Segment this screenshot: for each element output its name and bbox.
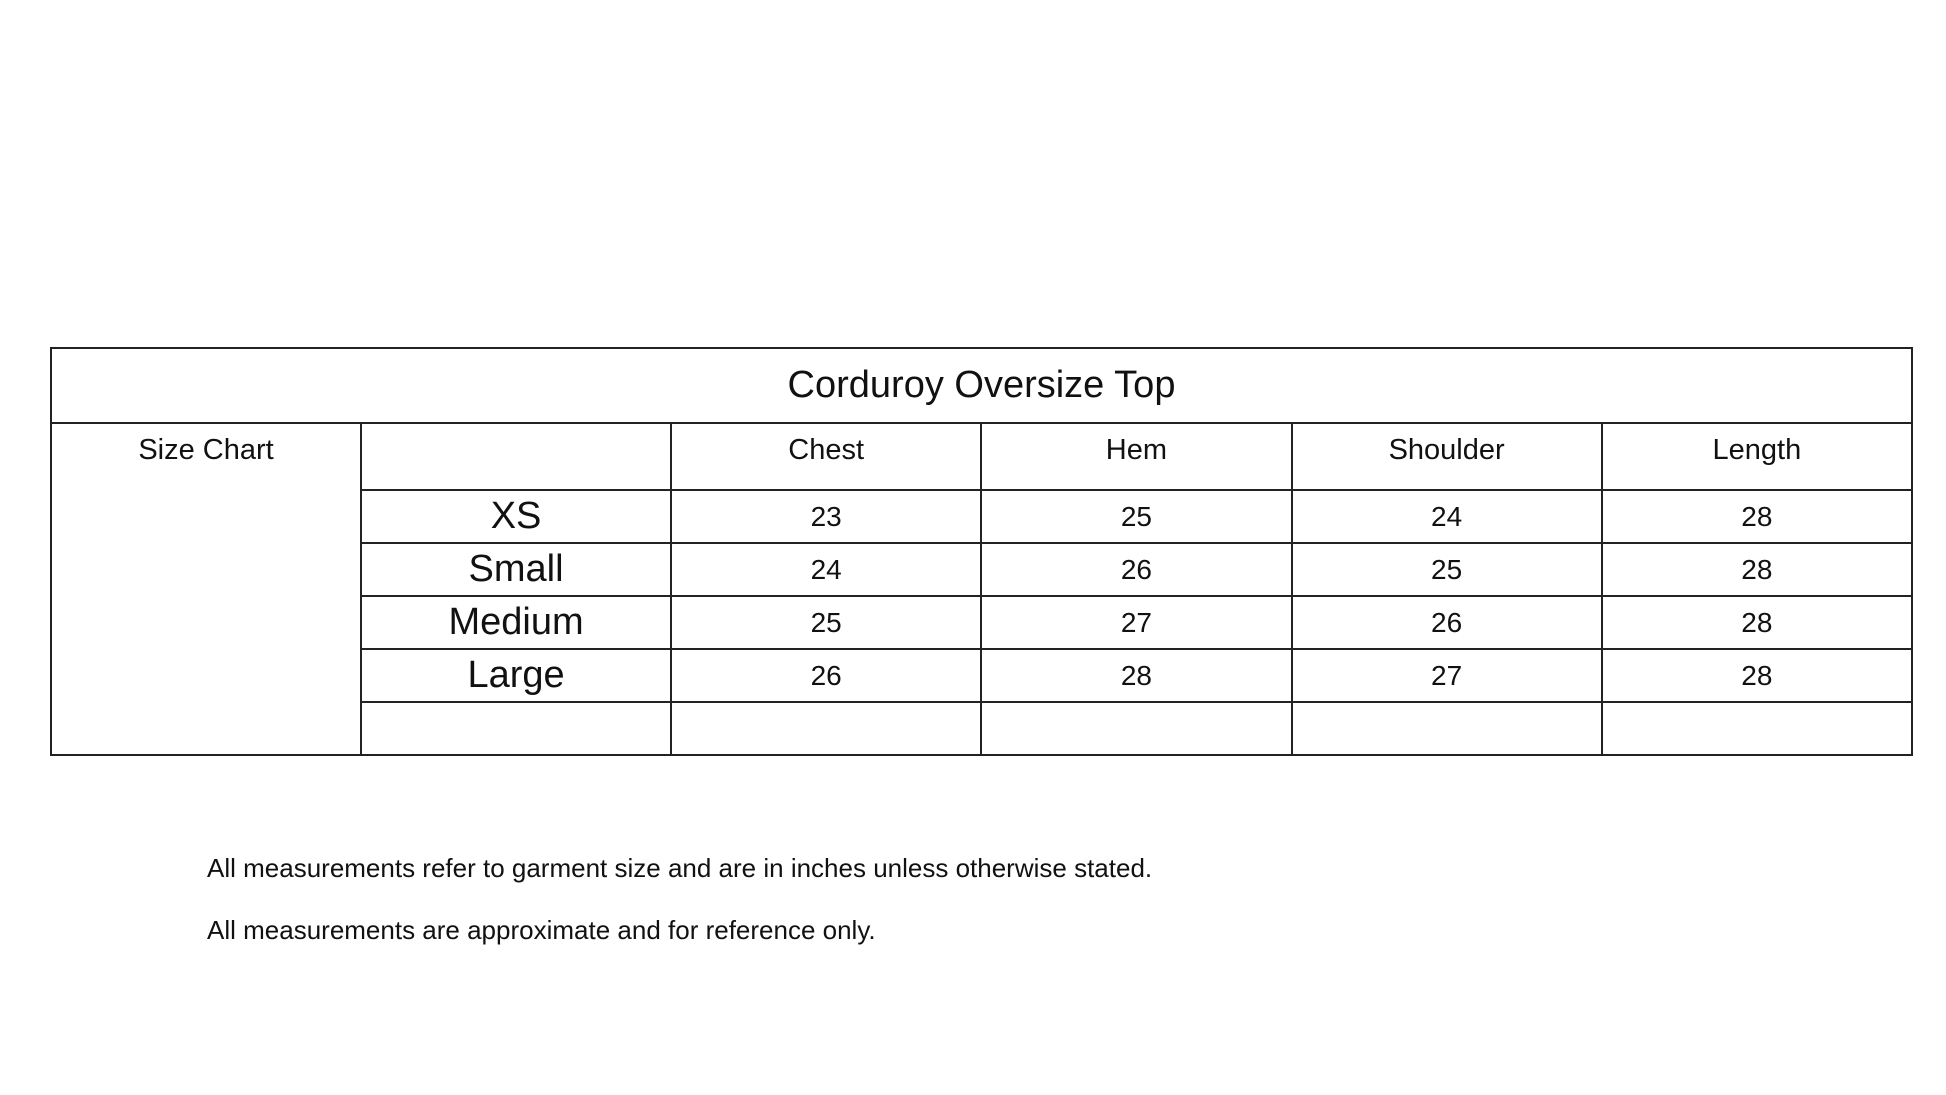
note-approximate: All measurements are approximate and for reference only.: [207, 915, 876, 945]
table-cell: 25: [1292, 543, 1602, 596]
title-row: [51, 348, 1912, 423]
table-cell: 28: [1602, 543, 1912, 596]
empty-cell: [1292, 702, 1602, 755]
table-cell: 28: [1602, 649, 1912, 702]
table-cell: 24: [671, 543, 981, 596]
table-cell: 25: [981, 490, 1291, 543]
table-cell: 26: [981, 543, 1291, 596]
size-label: Small: [361, 543, 671, 596]
size-chart-label: Size Chart: [51, 423, 361, 755]
empty-cell: [361, 702, 671, 755]
table-cell: 25: [671, 596, 981, 649]
table-cell: 23: [671, 490, 981, 543]
column-header: Chest: [671, 423, 981, 490]
size-label: Large: [361, 649, 671, 702]
corner-cell: [361, 423, 671, 490]
table-cell: 27: [981, 596, 1291, 649]
empty-cell: [1602, 702, 1912, 755]
measurement-notes: [207, 855, 1152, 979]
table-title: Corduroy Oversize Top: [51, 348, 1912, 423]
table-cell: 28: [1602, 596, 1912, 649]
table-cell: 24: [1292, 490, 1602, 543]
column-header: Hem: [981, 423, 1291, 490]
column-header: Shoulder: [1292, 423, 1602, 490]
size-chart-table: [50, 347, 1913, 756]
table-cell: 28: [981, 649, 1291, 702]
empty-cell: [671, 702, 981, 755]
table-cell: 28: [1602, 490, 1912, 543]
empty-cell: [981, 702, 1291, 755]
table-cell: 27: [1292, 649, 1602, 702]
size-label: XS: [361, 490, 671, 543]
size-label: Medium: [361, 596, 671, 649]
table-cell: 26: [1292, 596, 1602, 649]
column-header: Length: [1602, 423, 1912, 490]
table-cell: 26: [671, 649, 981, 702]
header-row: [51, 423, 1912, 490]
note-garment-size: All measurements refer to garment size and are in inches unless otherwise stated.: [207, 853, 1153, 883]
